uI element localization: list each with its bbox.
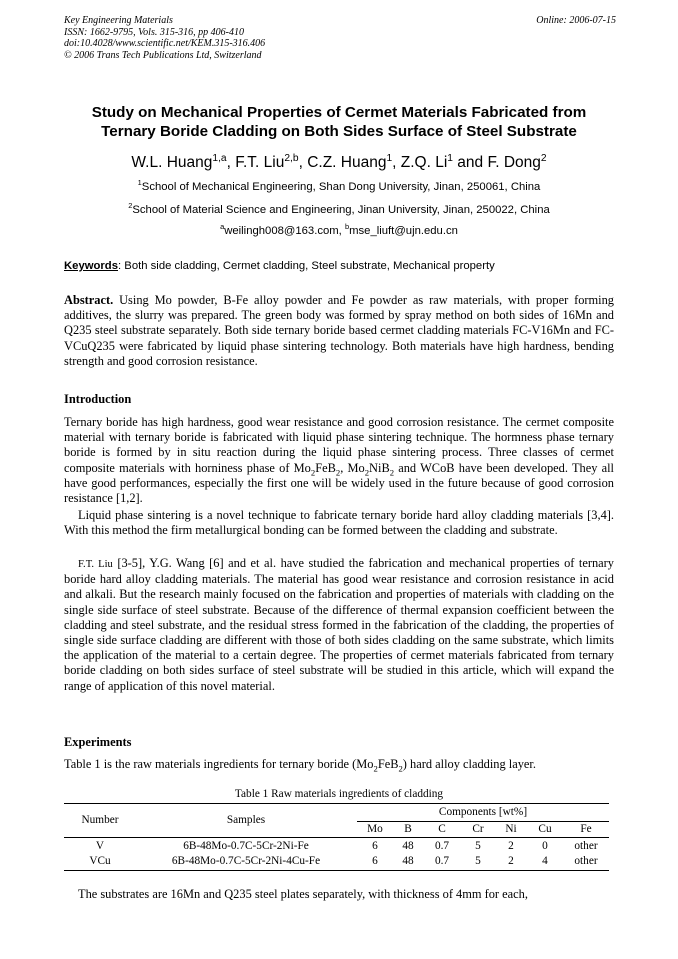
author-sup: 2,b <box>284 152 299 164</box>
table-cell: 6 <box>372 855 378 867</box>
intro-text: , Mo <box>340 460 365 475</box>
intro-text: [3-5], Y.G. Wang [6] and et al. have studied the fabrication and mechanical properties of ternary boride hard alloy cladding materials. The material has good wear resistance and corrosion resistance in acid and alkali. But the research mainly focused on the fabrication and properties of materials with cladding on the single side surface of steel substrate. Because of the difference of thermal expansion coefficient between the cladding and steel substrate, and the residual stress formed in the fabrication of the cladding, the properties of single side surface cladding are different with those of both sides cladding on the same substrate, which limits the application of the material to a certain degree. The properties of cermet materials fabricated from ternary boride cladding on both sides surface of steel substrate will be studied in this article, which will expand the range of application of this novel material. <box>64 556 614 693</box>
exp-text: Table 1 is the raw materials ingredients for ternary boride (Mo <box>64 757 374 771</box>
intro-text: NiB <box>369 460 390 475</box>
exp-text: FeB <box>377 757 399 771</box>
keywords-text: Both side cladding, Cermet cladding, Steel substrate, Mechanical property <box>124 260 495 272</box>
paper-title <box>40 103 638 141</box>
introduction-paragraph-2: Liquid phase sintering is a novel technique to fabricate ternary boride hard alloy cladding materials [3,4]. With this method the firm metallurgical bonding can be formed between the cladding and substrate. <box>64 508 614 538</box>
table-header-element: Fe <box>580 823 592 835</box>
email-sup: a <box>220 222 225 232</box>
email-sup: b <box>344 222 350 232</box>
table-header-samples: Samples <box>226 814 266 826</box>
affiliation-2 <box>30 203 648 217</box>
author-sup: 1 <box>447 152 453 164</box>
author-sup: 1 <box>386 152 393 164</box>
author-separator: , <box>392 154 401 171</box>
table-row-sample: 6B-48Mo-0.7C-5Cr-2Ni-Fe <box>183 840 309 852</box>
subscript: 2 <box>310 467 316 478</box>
table-header-components: Components [wt%] <box>438 806 528 818</box>
table-cell: 2 <box>508 855 514 867</box>
author-name: W.L. Huang <box>131 154 213 171</box>
author-separator: and <box>452 154 488 171</box>
author-emails <box>30 224 648 238</box>
table-header-element: B <box>404 823 412 835</box>
table-header-element: C <box>438 823 446 835</box>
author-name: Z.Q. Li <box>400 154 448 171</box>
table-cell: 0.7 <box>434 855 450 867</box>
experiments-paragraph-2: The substrates are 16Mn and Q235 steel plates separately, with thickness of 4mm for each, <box>78 887 528 901</box>
author-separator: , <box>226 154 236 171</box>
table-row-number: V <box>95 840 105 852</box>
journal-header <box>64 15 616 61</box>
table-cell: 48 <box>402 840 414 852</box>
online-date: Online: 2006-07-15 <box>536 15 616 26</box>
subscript: 2 <box>398 763 403 774</box>
table-components-rule <box>357 821 609 822</box>
keywords-line <box>64 259 624 273</box>
table-cell: 0 <box>542 840 548 852</box>
copyright-line: © 2006 Trans Tech Publications Ltd, Switzerland <box>64 49 262 61</box>
table-header-element: Cr <box>472 823 484 835</box>
author-sup: 1,a <box>212 152 227 164</box>
author-name: F.T. Liu <box>235 154 285 171</box>
table-header-rule <box>64 837 609 838</box>
subscript: 2 <box>389 467 395 478</box>
author-name: F. Dong <box>487 154 541 171</box>
subscript: 2 <box>364 467 370 478</box>
email-a[interactable]: weilingh008@163.com, <box>224 225 345 237</box>
table-cell: other <box>574 855 598 867</box>
author-name: C.Z. Huang <box>307 154 387 171</box>
table-cell: 6 <box>372 840 378 852</box>
table-header-element: Ni <box>505 823 517 835</box>
keywords-label: Keywords <box>64 260 118 272</box>
exp-text: ) hard alloy cladding layer. <box>402 757 536 771</box>
subscript: 2 <box>373 763 378 774</box>
author-sup: 2 <box>540 152 547 164</box>
affiliation-text: School of Material Science and Engineering, Jinan University, Jinan, 250022, China <box>132 204 550 216</box>
introduction-heading: Introduction <box>64 392 132 406</box>
table-cell: 5 <box>475 840 481 852</box>
table-top-rule <box>64 803 609 804</box>
table-header-element: Cu <box>538 823 552 835</box>
title-line-1: Study on Mechanical Properties of Cermet Materials Fabricated from <box>91 104 587 121</box>
affiliation-text: School of Mechanical Engineering, Shan Dong University, Jinan, 250061, China <box>141 181 541 193</box>
author-list <box>30 153 648 173</box>
affiliation-sup: 1 <box>137 178 142 188</box>
intro-text: and WCoB have been developed. They all have good performances, especially the first one will be widely used in the future because of good corrosion resistance [1,2]. <box>64 460 614 506</box>
intro-text: FeB <box>315 460 336 475</box>
abstract-label: Abstract. <box>64 293 114 307</box>
introduction-paragraph-3 <box>64 556 614 694</box>
introduction-paragraph-1 <box>64 415 614 506</box>
subscript: 2 <box>335 467 341 478</box>
table-row-sample: 6B-48Mo-0.7C-5Cr-2Ni-4Cu-Fe <box>171 855 321 867</box>
title-line-2: Ternary Boride Cladding on Both Sides Surface of Steel Substrate <box>101 123 577 140</box>
issn-line: ISSN: 1662-9795, Vols. 315-316, pp 406-410 <box>64 26 244 38</box>
keywords-colon: : <box>118 260 125 272</box>
table-caption: Table 1 Raw materials ingredients of cladding <box>234 788 444 800</box>
table-cell: 4 <box>542 855 548 867</box>
journal-name: Key Engineering Materials <box>64 15 173 26</box>
experiments-heading: Experiments <box>64 735 132 749</box>
table-cell: 5 <box>475 855 481 867</box>
table-header-element: Mo <box>367 823 383 835</box>
abstract-text: Using Mo powder, B-Fe alloy powder and Fe powder as raw materials, with proper forming additives, the slurry was prepared. The green body was formed by spray method on both sides of 16Mn and Q235 steel substrate separately. Both side ternary boride based cermet cladding materials FC-V16Mn and FC-VCuQ235 were fabricated by liquid phase sintering technology. Both materials have high hardness, bending strength and good corrosion resistance. <box>64 293 614 368</box>
abstract-paragraph <box>64 293 614 369</box>
author-separator: , <box>298 154 308 171</box>
affiliation-1 <box>30 180 648 194</box>
doi-line[interactable]: doi:10.4028/www.scientific.net/KEM.315-316.406 <box>64 38 266 50</box>
table-cell: other <box>574 840 598 852</box>
table-header-number: Number <box>81 814 119 826</box>
table-cell: 48 <box>402 855 414 867</box>
affiliation-sup: 2 <box>128 201 133 211</box>
experiments-paragraph-1 <box>64 757 614 772</box>
intro-author-ref: F.T. Liu <box>78 559 113 570</box>
table-cell: 2 <box>508 840 514 852</box>
intro-text: Ternary boride has high hardness, good wear resistance and good corrosion resistance. The cermet composite material with ternary boride is fabricated with liquid phase sintering technique. The hormness phase ternary boride is formed by in situ reaction during the liquid phase sintering process. Three classes of cermet composite materials with horniness phase of Mo <box>64 415 614 475</box>
table-bottom-rule <box>64 870 609 871</box>
table-row-number: VCu <box>89 855 111 867</box>
email-b[interactable]: mse_liuft@ujn.edu.cn <box>349 225 458 237</box>
table-cell: 0.7 <box>434 840 450 852</box>
